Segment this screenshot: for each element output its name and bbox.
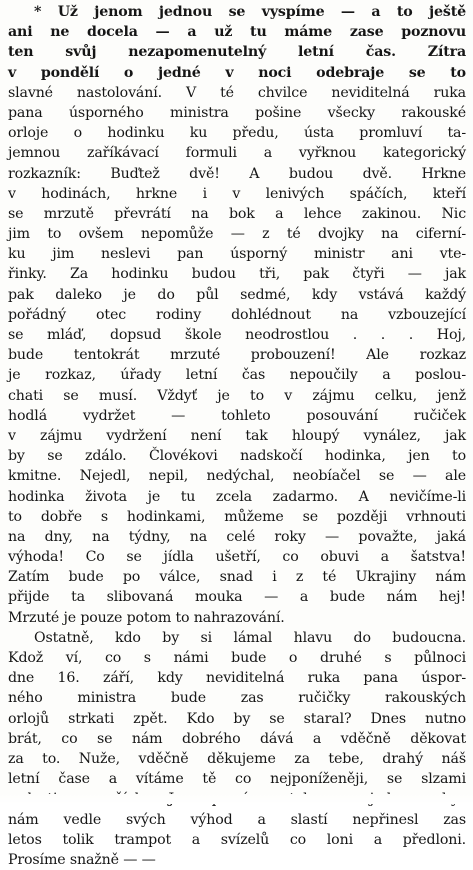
article-line: jim to ovšem nepomůže — z té dvojky na ciferní-: [8, 226, 466, 243]
article-line: slavné nastolování. V té chvilce neviditelná ruka: [8, 84, 466, 101]
article-line: za to. Nuže, vděčně děkujeme za tebe, drahý náš: [8, 750, 466, 767]
article-line: ného ministra bude zas ručičky rakouských: [8, 690, 466, 707]
article-line: se mrzutě převrátí na bok a lehce zakinou. Nic: [8, 205, 466, 222]
article-line: v pondělí o jedné v noci odebraje se to: [8, 64, 466, 81]
article-line: * Už jenom jednou se vyspíme — a to ještě: [34, 4, 466, 20]
article-column: [8, 2, 466, 870]
article-line: nám vedle svých výhod a slastí nepřinesl zas: [8, 811, 466, 828]
article-line: výhoda! Co se jídla ušetří, co obuvi a šatstva!: [8, 549, 466, 566]
article-line: Prosíme snažně — —: [8, 851, 156, 868]
article-line: orlojů strkati zpět. Kdo by se staral? Dnes nutno: [8, 710, 466, 727]
article-line: to dobře s hodinkami, můžeme se později vrhnouti: [8, 508, 466, 525]
article-line: se mláď, dopsud škole neodrostlou . . . Hoj,: [8, 327, 466, 343]
article-line: brát, co se nám dobrého dává a vděčně děkovat: [8, 730, 466, 747]
article-line: by se zdálo. Človékovi nadskočí hodinka, jen to: [8, 448, 466, 465]
article-line: bude tentokrát mrzuté probouzení! Ale rozkaz: [8, 347, 466, 364]
article-line: jemnou zaříkávací formuli a vyřknou kategorický: [8, 145, 466, 162]
article-line: ku jim neslevi pan úsporný ministr ani vte-: [8, 246, 466, 263]
article-line: hodlá vydržet — tohleto posouvání ručiček: [8, 407, 466, 424]
article-line: orloje o hodinku ku předu, ústa promluví ta-: [8, 125, 466, 142]
article-line: řinky. Za hodinku budou tři, pak čtyři — jak: [8, 266, 466, 283]
article-line: v hodinách, hrkne i v lenivých spáčích, kteří: [8, 185, 466, 202]
article-line: Zatím bude po válce, snad i z té Ukrajiny nám: [8, 569, 466, 586]
article-line: na dny, na týdny, na celé roky — považte, jaká: [8, 528, 466, 545]
article-line: Mrzuté je pouze potom to nahrazování.: [8, 609, 285, 626]
article-line: kmitne. Nejedl, nepil, nedýchal, neobíačel se — ale: [8, 468, 466, 485]
article-line: je rozkaz, úřady letní čas nepoučily a poslou-: [8, 367, 466, 384]
article-line: pořádný otec rodiny dohlédnout na vzbouzející: [8, 306, 466, 323]
article-line: pak daleko je do půl sedmé, kdy vstává každý: [8, 286, 466, 303]
article-line: letos tolik trampot a svízelů co loni a předloni.: [8, 831, 466, 848]
article-line: hodinka života je tu zcela zadarmo. A nevičíme-li: [8, 488, 466, 505]
article-line: dne 16. září, kdy neviditelná ruka pana úspor-: [8, 670, 466, 687]
article-line: letní čase a vítáme tě co nejponíženěji, se slzami: [8, 771, 466, 788]
article-line: Ostatně, kdo by si lámal hlavu do budoucna.: [34, 629, 466, 646]
article-line: ani ne docela — a už tu máme zase poznovu: [8, 24, 466, 41]
article-line: ten svůj nezapomenutelný letní čas. Zítra: [8, 44, 466, 61]
article-line: chati se musí. Vždyť je to v zájmu celku, jenž: [8, 387, 466, 404]
article-line: přijde ta slibovaná mouka — a bude nám hej!: [8, 589, 466, 606]
article-line: Kdož ví, co s námi bude o druhé s půlnoci: [8, 650, 466, 666]
article-line: rozkazník: Buďtež dvě! A budou dvě. Hrkne: [8, 165, 466, 182]
article-line: v zájmu vydržení není tak hloupý vynález, jak: [8, 427, 466, 444]
article-line: pana úsporného ministra pošine všecky rakouské: [8, 104, 466, 121]
page-bottom-edge: [0, 794, 473, 804]
